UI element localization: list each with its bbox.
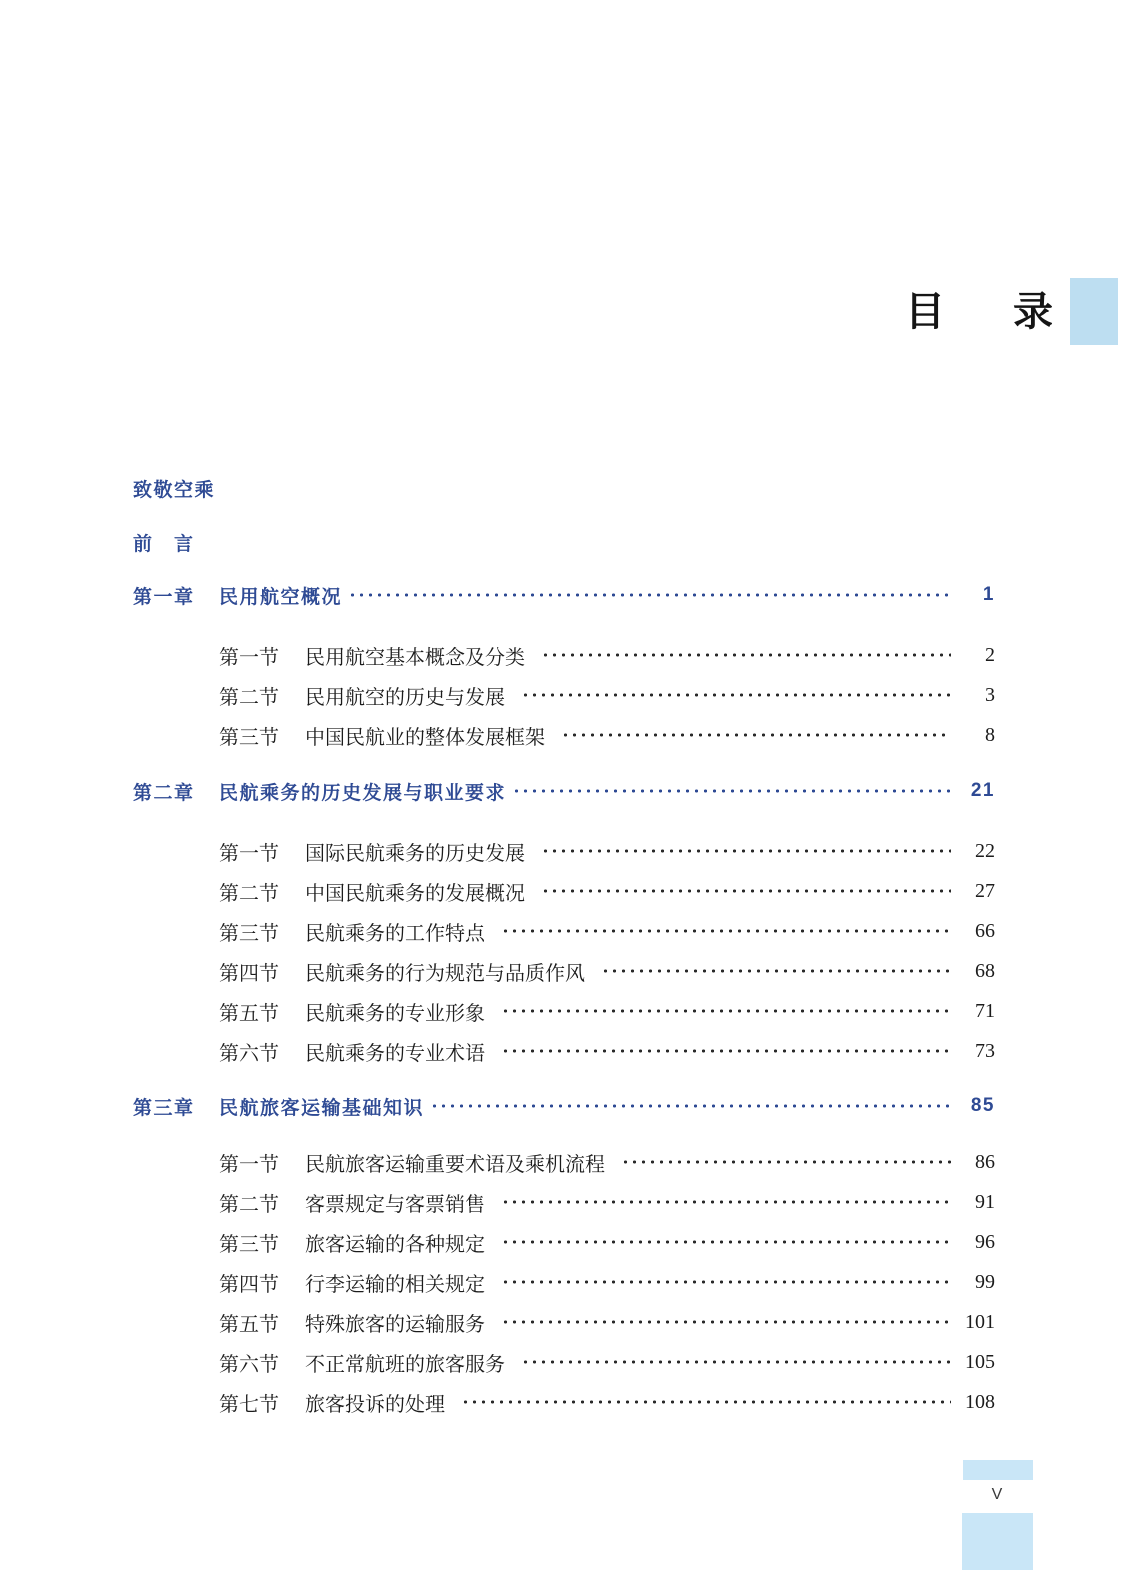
section-label: 第三节 — [219, 726, 279, 749]
dot-leader — [461, 1388, 951, 1416]
toc-section-row — [133, 1148, 995, 1176]
chapter-title: 民用航空概况 — [219, 586, 343, 608]
section-title: 旅客投诉的处理 — [305, 1393, 445, 1416]
dot-leader — [541, 837, 951, 865]
toc-section-row — [133, 1188, 995, 1216]
front-matter-item — [133, 528, 995, 556]
section-page-number: 3 — [985, 683, 995, 706]
section-title: 客票规定与客票销售 — [305, 1193, 485, 1216]
chapter-label: 第一章 — [133, 586, 195, 608]
section-title: 中国民航乘务的发展概况 — [305, 882, 525, 905]
section-page-number: 68 — [975, 959, 995, 982]
section-title: 不正常航班的旅客服务 — [305, 1353, 505, 1376]
dot-leader — [541, 641, 951, 669]
section-label: 第一节 — [219, 1153, 279, 1176]
dot-leader — [501, 997, 951, 1025]
chapter-page-number: 1 — [982, 584, 995, 605]
section-page-number: 73 — [975, 1039, 995, 1062]
dot-leader — [501, 1228, 951, 1256]
front-matter-item — [133, 474, 995, 502]
section-label: 第六节 — [219, 1353, 279, 1376]
section-title: 民航乘务的行为规范与品质作风 — [305, 962, 585, 985]
chapter-title: 民航旅客运输基础知识 — [219, 1097, 425, 1119]
dot-leader — [601, 957, 951, 985]
decor-rect-bottom-right — [962, 1513, 1033, 1570]
dot-leader — [521, 681, 951, 709]
toc-section-row — [133, 1268, 995, 1296]
section-page-number: 99 — [975, 1270, 995, 1293]
toc-section-row — [133, 997, 995, 1025]
section-page-number: 96 — [975, 1230, 995, 1253]
section-title: 特殊旅客的运输服务 — [305, 1313, 485, 1336]
dot-leader — [501, 1308, 951, 1336]
section-title: 民航旅客运输重要术语及乘机流程 — [305, 1153, 605, 1176]
toc-section-row — [133, 1348, 995, 1376]
front-matter-label: 前 言 — [133, 533, 195, 555]
section-page-number: 66 — [975, 919, 995, 942]
section-title: 民航乘务的专业形象 — [305, 1002, 485, 1025]
chapter-page-number: 21 — [970, 780, 995, 801]
section-label: 第二节 — [219, 882, 279, 905]
dot-leader — [501, 1188, 951, 1216]
chapter-label: 第二章 — [133, 782, 195, 804]
decor-square-top-right — [1070, 278, 1118, 345]
dot-leader — [501, 917, 951, 945]
toc-section-row — [133, 681, 995, 709]
toc-section-row — [133, 917, 995, 945]
section-page-number: 71 — [975, 999, 995, 1022]
section-label: 第五节 — [219, 1313, 279, 1336]
section-label: 第六节 — [219, 1042, 279, 1065]
decor-bar-bottom-right — [963, 1460, 1033, 1480]
toc-section-row — [133, 721, 995, 749]
toc-section-row — [133, 957, 995, 985]
dot-leader — [512, 777, 951, 805]
section-label: 第四节 — [219, 1273, 279, 1296]
toc-section-row — [133, 1037, 995, 1065]
section-label: 第二节 — [219, 686, 279, 709]
section-page-number: 22 — [975, 839, 995, 862]
section-title: 旅客运输的各种规定 — [305, 1233, 485, 1256]
front-matter-label: 致敬空乘 — [133, 479, 216, 501]
dot-leader — [501, 1268, 951, 1296]
section-label: 第三节 — [219, 1233, 279, 1256]
toc-chapter-row — [133, 581, 995, 609]
dot-leader — [348, 581, 951, 609]
section-page-number: 91 — [975, 1190, 995, 1213]
folio-page-number: V — [991, 1486, 1003, 1503]
section-label: 第七节 — [219, 1393, 279, 1416]
chapter-label: 第三章 — [133, 1097, 195, 1119]
dot-leader — [501, 1037, 951, 1065]
section-label: 第一节 — [219, 646, 279, 669]
chapter-page-number: 85 — [970, 1095, 995, 1116]
section-page-number: 108 — [965, 1390, 995, 1413]
dot-leader — [561, 721, 951, 749]
toc-section-row — [133, 1308, 995, 1336]
dot-leader — [430, 1092, 951, 1120]
section-title: 国际民航乘务的历史发展 — [305, 842, 525, 865]
toc-section-row — [133, 641, 995, 669]
section-page-number: 2 — [985, 643, 995, 666]
section-title: 民航乘务的工作特点 — [305, 922, 485, 945]
section-label: 第五节 — [219, 1002, 279, 1025]
section-title: 中国民航业的整体发展框架 — [305, 726, 545, 749]
toc-section-row — [133, 1228, 995, 1256]
dot-leader — [541, 877, 951, 905]
toc-chapter-row — [133, 1092, 995, 1120]
toc-chapter-row — [133, 777, 995, 805]
section-label: 第三节 — [219, 922, 279, 945]
section-title: 民用航空基本概念及分类 — [305, 646, 525, 669]
toc-section-row — [133, 1388, 995, 1416]
dot-leader — [521, 1348, 951, 1376]
section-page-number: 27 — [975, 879, 995, 902]
section-page-number: 105 — [965, 1350, 995, 1373]
chapter-title: 民航乘务的历史发展与职业要求 — [219, 782, 507, 804]
section-page-number: 101 — [965, 1310, 995, 1333]
section-page-number: 86 — [975, 1150, 995, 1173]
section-title: 民用航空的历史与发展 — [305, 686, 505, 709]
section-title: 行李运输的相关规定 — [305, 1273, 485, 1296]
section-title: 民航乘务的专业术语 — [305, 1042, 485, 1065]
section-label: 第一节 — [219, 842, 279, 865]
toc-section-row — [133, 877, 995, 905]
section-page-number: 8 — [985, 723, 995, 746]
section-label: 第四节 — [219, 962, 279, 985]
section-label: 第二节 — [219, 1193, 279, 1216]
page-title: 目 录 — [905, 290, 1067, 334]
dot-leader — [621, 1148, 951, 1176]
toc-section-row — [133, 837, 995, 865]
